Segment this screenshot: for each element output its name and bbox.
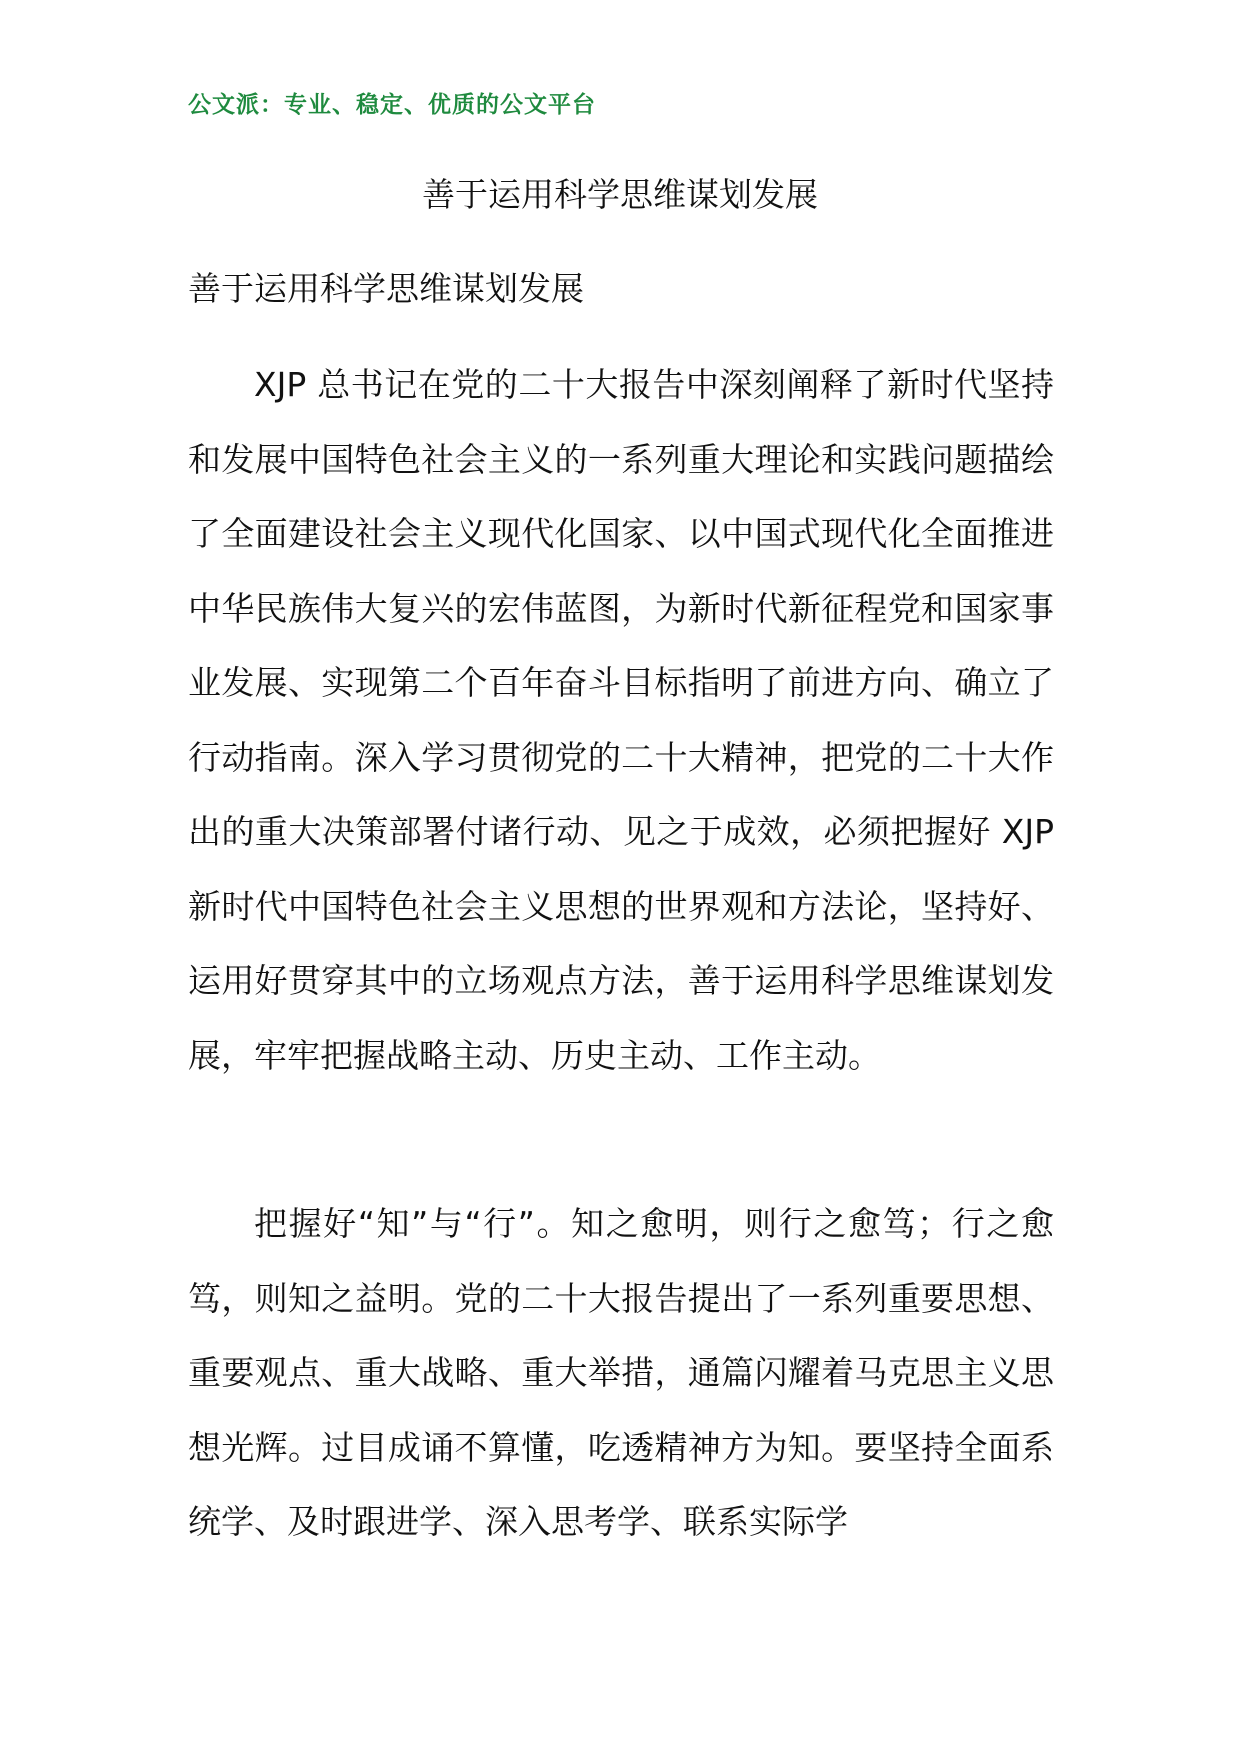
body-paragraph-2: 把握好“知”与“行”。知之愈明，则行之愈笃；行之愈笃，则知之益明。党的二十大报告提出了一系列重要思想、重要观点、重大战略、重大举措，通篇闪耀着马克思主义思想光辉。过目成诵不算懂，吃透精神方为知。要坚持全面系统学、及时跟进学、深入思考学、联系实际学 [188,1204,1054,1541]
document-subtitle: 善于运用科学思维谋划发展 [188,269,584,308]
header-slogan: 公文派：专业、稳定、优质的公文平台 [188,92,596,118]
body-paragraph-1: XJP 总书记在党的二十大报告中深刻阐释了新时代坚持和发展中国特色社会主义的一系列重大理论和实践问题描绘了全面建设社会主义现代化国家、以中国式现代化全面推进中华民族伟大复兴的宏伟蓝图，为新时代新征程党和国家事业发展、实现第二个百年奋斗目标指明了前进方向、确立了行动指南。深入学习贯彻党的二十大精神，把党的二十大作出的重大决策部署付诸行动、见之于成效，必须把握好 XJP 新时代中国特色社会主义思想的世界观和方法论，坚持好、运用好贯穿其中的立场观点方法，善于运用科学思维谋划发展，牢牢把握战略主动、历史主动、工作主动。 [188,365,1054,1075]
document-title: 善于运用科学思维谋划发展 [422,175,818,214]
